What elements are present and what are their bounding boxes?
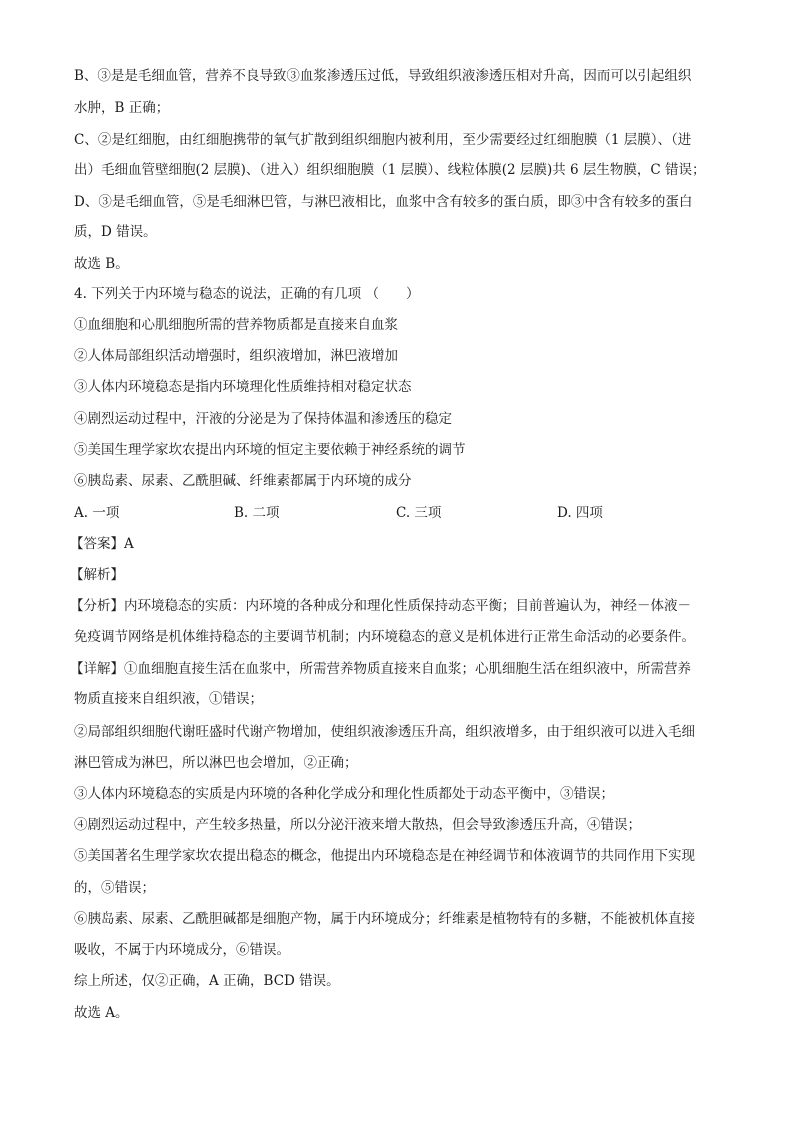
question-item-2: ②人体局部组织活动增强时，组织液增加，淋巴液增加	[74, 348, 398, 364]
detail-line5: ③人体内环境稳态的实质是内环境的各种化学成分和理化性质都处于动态平衡中，③错误；	[74, 786, 614, 802]
analysis-option-c-line1: C、②是红细胞，由红细胞携带的氧气扩散到组织细胞内被利用，至少需要经过红细胞膜（1 层膜）、（进	[74, 132, 692, 148]
question-item-3: ③人体内环境稳态是指内环境理化性质维持相对稳定状态	[74, 379, 412, 395]
question-item-1: ①血细胞和心肌细胞所需的营养物质都是直接来自血浆	[74, 317, 398, 333]
detail-line2: 物质直接来自组织液，①错误；	[74, 691, 263, 707]
option-b: B. 二项	[234, 505, 280, 521]
summary-line: 综上所述，仅②正确，A 正确，BCD 错误。	[74, 973, 340, 989]
question-stem: 4. 下列关于内环境与稳态的说法，正确的有几项 （ ）	[74, 286, 420, 302]
detail-line8: 的，⑤错误；	[74, 880, 155, 896]
option-a: A. 一项	[74, 505, 120, 521]
analysis-label: 【解析】	[70, 567, 124, 583]
detail-line9: ⑥胰岛素、尿素、乙酰胆碱都是细胞产物，属于内环境成分；纤维素是植物特有的多糖，不能被机体直接	[74, 911, 695, 927]
question-item-4: ④剧烈运动过程中，汗液的分泌是为了保持体温和渗透压的稳定	[74, 411, 452, 427]
fenxi-line1: 【分析】内环境稳态的实质：内环境的各种成分和理化性质保持动态平衡；目前普遍认为，神经－体液－	[70, 598, 691, 614]
detail-line3: ②局部组织细胞代谢旺盛时代谢产物增加，使组织液渗透压升高，组织液增多，由于组织液可以进入毛细	[74, 724, 695, 740]
prev-answer-choice: 故选 B。	[74, 256, 129, 272]
analysis-option-b-line2: 水肿，B 正确；	[74, 100, 170, 116]
detail-line4: 淋巴管成为淋巴，所以淋巴也会增加，②正确；	[74, 755, 358, 771]
detail-line10: 吸收，不属于内环境成分，⑥错误。	[74, 942, 290, 958]
question-item-5: ⑤美国生理学家坎农提出内环境的恒定主要依赖于神经系统的调节	[74, 442, 466, 458]
detail-line6: ④剧烈运动过程中，产生较多热量，所以分泌汗液来增大散热，但会导致渗透压升高，④错误；	[74, 817, 641, 833]
analysis-option-c-line2: 出）毛细血管壁细胞(2 层膜)、（进入）组织细胞膜（1 层膜）、线粒体膜(2 层膜)共 6 层生物膜，C 错误；	[74, 162, 706, 178]
option-d: D. 四项	[557, 505, 603, 521]
analysis-option-d-line1: D、③是毛细血管，⑤是毛细淋巴管，与淋巴液相比，血浆中含有较多的蛋白质，即③中含有较多的蛋白	[74, 194, 693, 210]
final-answer-choice: 故选 A。	[74, 1005, 129, 1021]
question-item-6: ⑥胰岛素、尿素、乙酰胆碱、纤维素都属于内环境的成分	[74, 473, 412, 489]
fenxi-line2: 免疫调节网络是机体维持稳态的主要调节机制；内环境稳态的意义是机体进行正常生命活动的必要条件。	[74, 629, 695, 645]
detail-line7: ⑤美国著名生理学家坎农提出稳态的概念，他提出内环境稳态是在神经调节和体液调节的共同作用下实现	[74, 848, 695, 864]
analysis-option-d-line2: 质，D 错误。	[74, 224, 157, 240]
option-c: C. 三项	[396, 505, 442, 521]
analysis-option-b-line1: B、③是是毛细血管，营养不良导致③血浆渗透压过低，导致组织液渗透压相对升高，因而可以引起组织	[74, 68, 692, 84]
answer-label: 【答案】A	[70, 536, 134, 552]
detail-line1: 【详解】①血细胞直接生活在血浆中，所需营养物质直接来自血浆；心肌细胞生活在组织液中，所需营养	[70, 661, 691, 677]
